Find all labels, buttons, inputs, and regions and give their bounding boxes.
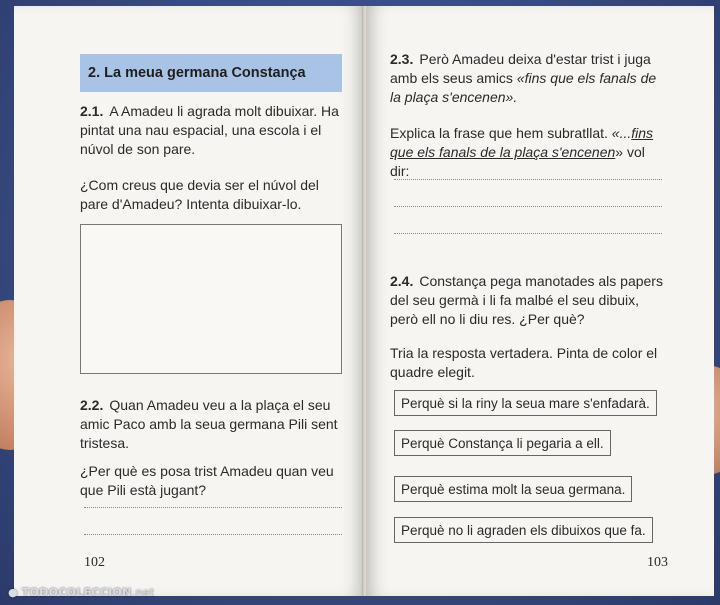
prompt-underlined: fins que els fanals de la plaça s'encenen	[390, 125, 654, 160]
question-number: 2.2.	[80, 397, 104, 413]
answer-option-3[interactable]: Perquè estima molt la seua germana.	[394, 476, 632, 502]
watermark	[8, 586, 154, 599]
question-number: 2.4.	[390, 273, 414, 289]
answer-option-1[interactable]: Perquè si la riny la seua mare s'enfadarà.	[394, 390, 657, 416]
answer-line[interactable]	[394, 232, 662, 234]
open-book	[14, 6, 714, 596]
question-text: A Amadeu li agrada molt dibuixar. Ha pintat una nau espacial, una escola i el núvol de son pare.	[80, 103, 339, 157]
question-2-1-prompt: ¿Com creus que devia ser el núvol del pare d'Amadeu? Intenta dibuixar-lo.	[80, 177, 319, 212]
question-2-4	[390, 272, 664, 329]
question-number: 2.3.	[390, 51, 414, 67]
answer-option-4[interactable]: Perquè no li agraden els dibuixos que fa.	[394, 517, 653, 543]
answer-option-2[interactable]: Perquè Constança li pegaria a ell.	[394, 430, 611, 456]
right-page	[366, 6, 714, 596]
prompt-quote-end: » vol dir:	[390, 144, 645, 179]
watermark-part-3: .net	[131, 586, 155, 599]
question-2-3	[390, 50, 664, 107]
watermark-part-2: COLECCION	[58, 586, 132, 599]
prompt-text: Explica la frase que hem subratllat.	[390, 125, 612, 141]
question-2-3-prompt	[390, 124, 664, 181]
answer-lines[interactable]	[84, 506, 342, 560]
question-2-1	[80, 102, 346, 159]
page-number-left: 102	[84, 555, 105, 570]
answer-line[interactable]	[394, 205, 662, 207]
watermark-dot-icon: ●	[8, 586, 18, 599]
chapter-title: 2. La meua germana Constança	[80, 54, 342, 92]
question-quote: «fins que els fanals de la plaça s'encenen».	[390, 70, 657, 105]
question-2-4-prompt: Tria la resposta vertadera. Pinta de color el quadre elegit.	[390, 345, 658, 380]
prompt-quote-start: «...	[611, 125, 632, 141]
question-text: Constança pega manotades als papers del seu germà i li fa malbé el seu dibuix, però ell no li diu res. ¿Per què?	[390, 273, 663, 327]
answer-line[interactable]	[84, 533, 342, 535]
watermark-part-1: TODO	[21, 586, 59, 599]
question-text: Quan Amadeu veu a la plaça el seu amic Paco amb la seua germana Pili sent tristesa.	[80, 397, 338, 451]
question-number: 2.1.	[80, 103, 104, 119]
question-2-2	[80, 396, 346, 453]
page-number-right: 103	[647, 555, 668, 570]
question-2-2-prompt: ¿Per què es posa trist Amadeu quan veu que Pili està jugant?	[80, 463, 334, 498]
question-text: Però Amadeu deixa d'estar trist i juga amb els seus amics	[390, 51, 651, 86]
answer-line[interactable]	[394, 178, 662, 180]
drawing-box[interactable]	[80, 224, 342, 374]
answer-line[interactable]	[84, 506, 342, 508]
left-page	[14, 6, 364, 596]
answer-lines[interactable]	[394, 178, 662, 259]
